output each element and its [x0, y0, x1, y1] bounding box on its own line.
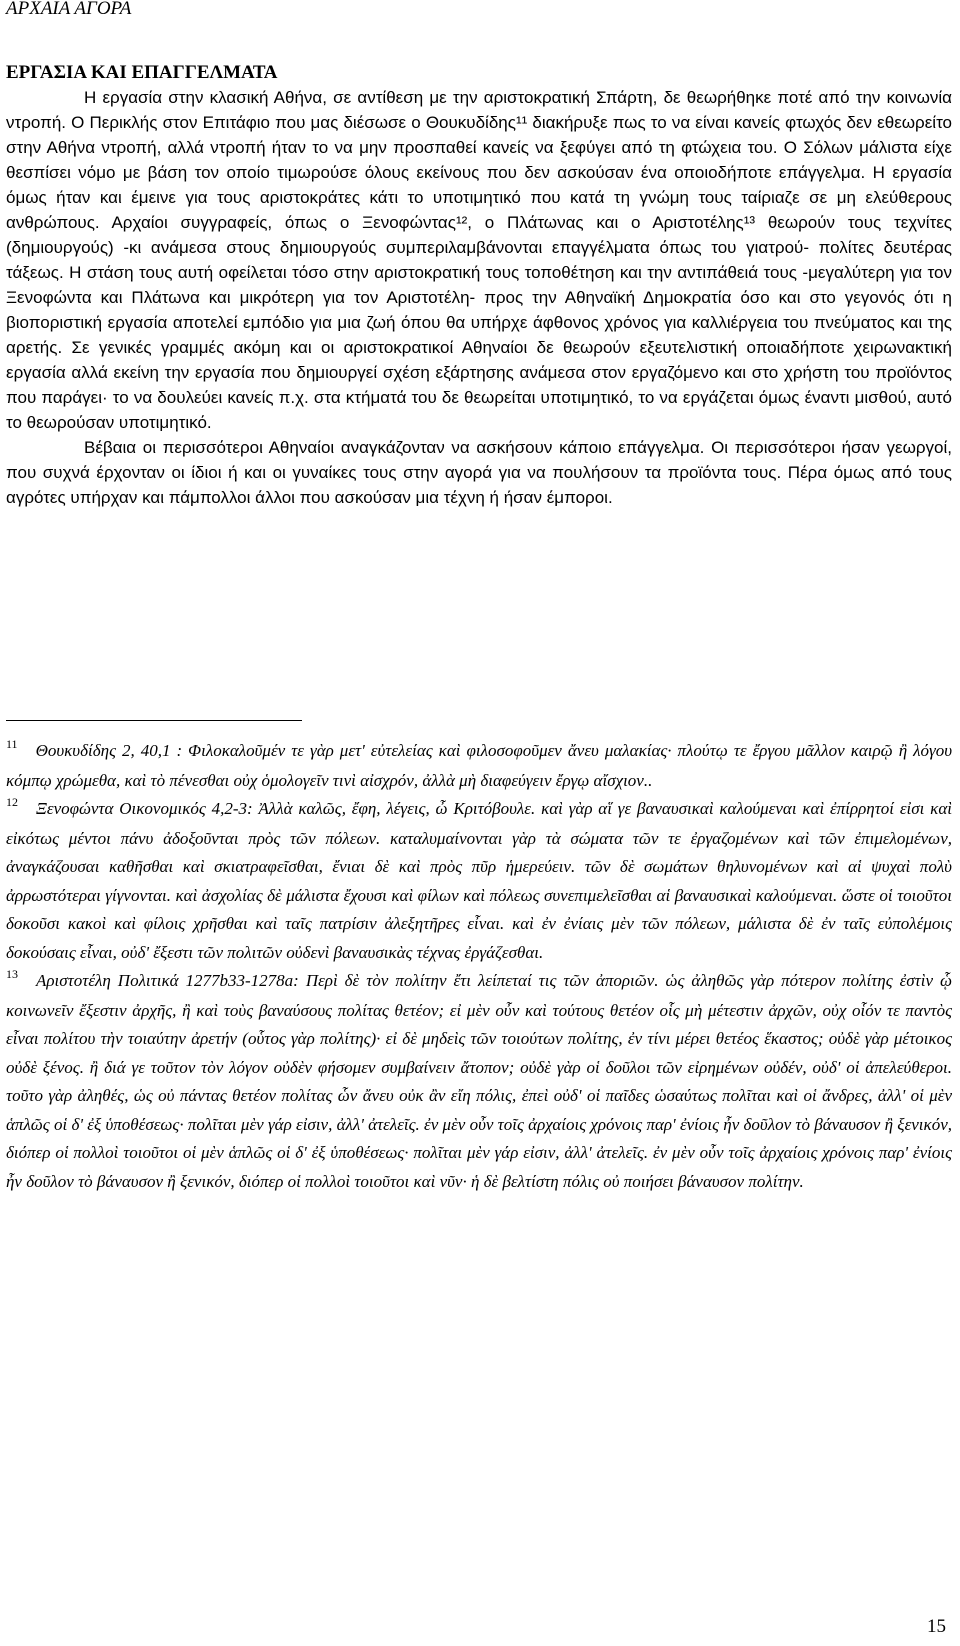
- paragraph-1: Η εργασία στην κλασική Αθήνα, σε αντίθεση με την αριστοκρατική Σπάρτη, δε θεωρήθηκε ποτέ από την κοινωνία ντροπή. Ο Περικλής στον Επιτάφιο που μας διέσωσε ο Θουκυδίδης¹¹ διακήρυξε πως το να είναι κανείς φτωχός δεν εθεωρείτο στην Αθήνα ντροπή, αλλά ντροπή ήταν το να μην προσπαθεί κανείς να ξεφύγει από τη φτώχεια του. Ο Σόλων μάλιστα είχε θεσπίσει νόμο με βάση τον οποίο τιμωρούσε όλους εκείνους που δεν ασκούσαν ένα οποιοδήποτε επάγγελμα. Η εργασία όμως ήταν και έμεινε για τους αριστοκράτες κάτι το υποτιμητικό που κατά τη γνώμη τους ταίριαζε σε μη ελεύθερους ανθρώπους. Αρχαίοι συγγραφείς, όπως ο Ξενοφώντας¹², ο Πλάτωνας και ο Αριστοτέλης¹³ θεωρούν τους τεχνίτες (δημιουργούς) -κι ανάμεσα στους δημιουργούς συμπεριλαμβάνονται επαγγέλματα όπως του γιατρού- πολίτες δευτέρας τάξεως. Η στάση τους αυτή οφείλεται τόσο στην αριστοκρατική τους τοποθέτηση και την αντιπάθειά τους -μεγαλύτερη για τον Ξενοφώντα και Πλάτωνα και μικρότερη για τον Αριστοτέλη- προς την Αθηναϊκή Δημοκρατία όσο και στο γεγονός ότι η βιοποριστική εργασία αποτελεί εμπόδιο για μια ζωή όπου θα υπήρχε άφθονος χρόνος για καλλιέργεια του πνεύματος και της αρετής. Σε γενικές γραμμές ακόμη και οι αριστοκρατικοί Αθηναίοι δε θεωρούν εξευτελιστική οποιαδήποτε χειρωνακτική εργασία αλλά εκείνη την εργασία που δημιουργεί σχέση εξάρτησης ανάμεσα στον εργαζόμενο και στο χρήστη του προϊόντος που παράγει· το να δουλεύει κανείς π.χ. στα κτήματά του δε θεωρείται υποτιμητικό, το να εργάζεται όμως έναντι μισθού, αυτό το θεωρούσαν υποτιμητικό.: [6, 88, 952, 432]
- paragraph-2: Βέβαια οι περισσότεροι Αθηναίοι αναγκάζονταν να ασκήσουν κάποιο επάγγελμα. Οι περισσότεροι ήσαν γεωργοί, που συχνά έρχονταν οι ίδιοι ή και οι γυναίκες τους στην αγορά για να πουλήσουν τα προϊόντα τους. Πέρα όμως από τους αγρότες υπήρχαν και πάμπολλοι άλλοι που ασκούσαν μια τέχνη ή ήσαν έμποροι.: [6, 438, 952, 507]
- main-text: [6, 85, 952, 510]
- footnote-12: $^{12}$ Ξενοφώντα Οικονομικός 4,2-3: Ἀλλὰ καλῶς, ἔφη, λέγεις, ὦ Κριτόβουλε. καὶ γὰρ αἵ γε βαναυσικαὶ καλούμεναι καὶ ἐπίρρητοί εἰσι καὶ εἰκότως μέντοι πάνυ ἀδοξοῦνται πρὸς τῶν πόλεων. καταλυμαίνονται γὰρ τὰ σώματα τῶν τε ἐργαζομένων καὶ τῶν ἐπιμελομένων, ἀναγκάζουσαι καθῆσθαι καὶ σκιατραφεῖσθαι, ἔνιαι δὲ καὶ πρὸς πῦρ ἡμερεύειν. τῶν δὲ σωμάτων θηλυνομένων καὶ αἱ ψυχαὶ πολὺ ἀρρωστότεραι γίγνονται. καὶ ἀσχολίας δὲ μάλιστα ἔχουσι καὶ φίλων καὶ πόλεως συνεπιμελεῖσθαι αἱ βαναυσικαὶ καλούμεναι. ὥστε οἱ τοιοῦτοι δοκοῦσι κακοὶ καὶ φίλοις χρῆσθαι καὶ ταῖς πατρίσιν ἀλεξητῆρες εἶναι. καὶ ἐν ἐνίαις μὲν τῶν πόλεων, μάλιστα δὲ ἐν ταῖς εὐπολέμοις δοκούσαις εἶναι, οὐδ' ἔξεστι τῶν πολιτῶν οὐδενὶ βαναυσικὰς τέχνας ἐργάζεσθαι.: [6, 795, 952, 962]
- footnotes: [6, 737, 952, 1196]
- section-title: ΕΡΓΑΣΙΑ ΚΑΙ ΕΠΑΓΓΕΛΜΑΤΑ: [6, 62, 278, 83]
- footnote-11: $^{11}$ Θουκυδίδης 2, 40,1 : Φιλοκαλοῦμέν τε γὰρ μετ' εὐτελείας καὶ φιλοσοφοῦμεν ἄνευ μαλακίας· πλούτῳ τε ἔργου μᾶλλον καιρῷ ἢ λόγου κόμπῳ χρώμεθα, καὶ τὸ πένεσθαι οὐχ ὁμολογεῖν τινὶ αἰσχρόν, ἀλλὰ μὴ διαφεύγειν ἔργῳ αἴσχιον..: [6, 737, 952, 790]
- page-number: 15: [927, 1616, 946, 1637]
- footnote-13: $^{13}$ Αριστοτέλη Πολιτικά 1277b33-1278a: Περὶ δὲ τὸν πολίτην ἔτι λείπεταί τις τῶν ἀποριῶν. ὡς ἀληθῶς γὰρ πότερον πολίτης ἐστὶν ᾧ κοινωνεῖν ἔξεστιν ἀρχῆς, ἢ καὶ τοὺς βαναύσους πολίτας θετέον; εἰ μὲν οὖν καὶ τούτους θετέον οἷς μὴ μέτεστιν ἀρχῶν, οὐχ οἷόν τε παντὸς εἶναι πολίτου τὴν τοιαύτην ἀρετήν (οὗτος γὰρ πολίτης)· εἰ δὲ μηδεὶς τῶν τοιούτων πολίτης, ἐν τίνι μέρει θετέος ἕκαστος; οὐδὲ γὰρ μέτοικος οὐδὲ ξένος. ἢ διά γε τοῦτον τὸν λόγον οὐδὲν φήσομεν συμβαίνειν ἄτοπον; οὐδὲ γὰρ οἱ δοῦλοι τῶν εἰρημένων οὐδέν, οὐδ' οἱ ἀπελεύθεροι. τοῦτο γὰρ ἀληθές, ὡς οὐ πάντας θετέον πολίτας ὧν ἄνευ οὐκ ἂν εἴη πόλις, ἐπεὶ οὐδ' οἱ παῖδες ὡσαύτως πολῖται καὶ οἱ ἄνδρες, ἀλλ' οἱ μὲν ἁπλῶς οἱ δ' ἐξ ὑποθέσεως· πολῖται μὲν γάρ εἰσιν, ἀλλ' ἀτελεῖς. ἐν μὲν οὖν τοῖς ἀρχαίοις χρόνοις παρ' ἐνίοις ἦν δοῦλον τὸ βάναυσον ἢ ξενικόν, διόπερ οἱ πολλοὶ τοιοῦτοι οἱ μὲν ἁπλῶς οἱ δ' ἐξ ὑποθέσεως· πολῖται μὲν γάρ εἰσιν, ἀλλ' ἀτελεῖς. ἐν μὲν οὖν τοῖς ἀρχαίοις χρόνοις παρ' ἐνίοις ἦν δοῦλον τὸ βάναυσον ἢ ξενικόν, διόπερ οἱ πολλοὶ τοιοῦτοι καὶ νῦν· ἡ δὲ βελτίστη πόλις οὐ ποιήσει βάναυσον πολίτην.: [6, 967, 952, 1191]
- page-header: ΑΡΧΑΙΑ ΑΓΟΡΑ: [6, 0, 132, 19]
- footnote-divider: [6, 720, 302, 721]
